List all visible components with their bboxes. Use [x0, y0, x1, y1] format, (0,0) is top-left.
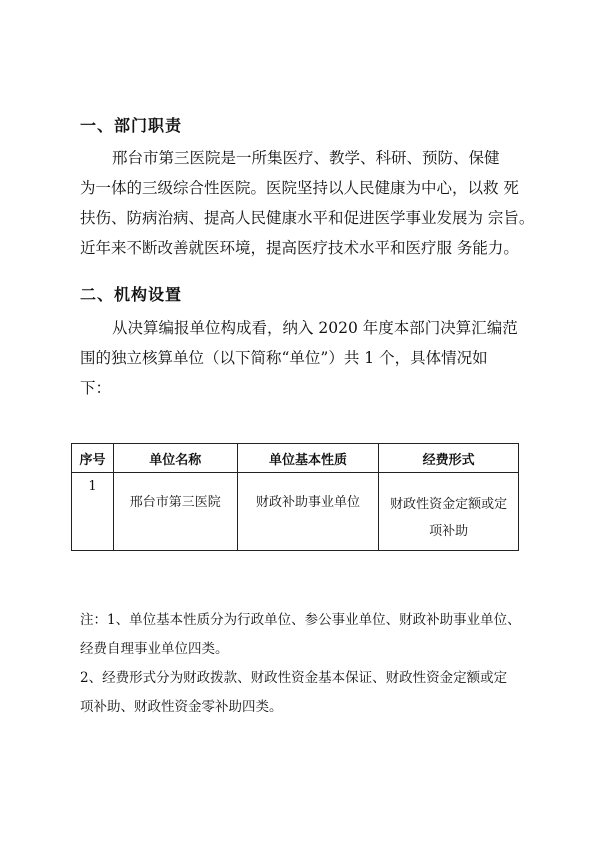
unit-table — [71, 443, 519, 551]
cell-unit-name: 邢台市第三医院 — [113, 473, 237, 551]
paragraph-line: 为一体的三级综合性医院。医院坚持以人民健康为中心，以救 死 — [80, 179, 519, 197]
note-line: 项补助、财政性资金零补助四类。 — [80, 699, 283, 715]
department-duties-paragraph — [80, 143, 535, 263]
cell-funding-form — [379, 473, 519, 551]
paragraph-line: 扶伤、防病治病、提高人民健康水平和促进医学事业发展为 宗旨。 — [80, 209, 535, 227]
header-funding-form: 经费形式 — [379, 444, 519, 473]
table-header-row — [72, 444, 519, 473]
note-line: 2、经费形式分为财政拨款、财政性资金基本保证、财政性资金定额或定 — [80, 670, 508, 686]
header-unit-name: 单位名称 — [113, 444, 237, 473]
note-line: 注：1、单位基本性质分为行政单位、参公事业单位、财政补助事业单位、 — [80, 612, 521, 628]
funding-line: 财政性资金定额或定 — [390, 497, 508, 512]
paragraph-line: 围的独立核算单位（以下简称“单位”）共 1 个，具体情况如 — [80, 349, 488, 367]
cell-unit-nature: 财政补助事业单位 — [237, 473, 379, 551]
paragraph-line: 下： — [80, 379, 112, 397]
section-heading-department-duties: 一、部门职责 — [80, 116, 183, 135]
header-index: 序号 — [72, 444, 114, 473]
paragraph-line: 从决算编报单位构成看，纳入 2020 年度本部门决算汇编范 — [112, 319, 518, 337]
funding-line: 项补助 — [429, 524, 469, 539]
organization-paragraph — [80, 313, 530, 403]
table-notes — [80, 606, 540, 722]
header-unit-nature: 单位基本性质 — [237, 444, 379, 473]
paragraph-line: 邢台市第三医院是一所集医疗、教学、科研、预防、保健 — [112, 149, 500, 167]
paragraph-line: 近年来不断改善就医环境，提高医疗技术水平和医疗服 务能力。 — [80, 239, 519, 257]
table-row — [72, 473, 519, 551]
section-heading-organization: 二、机构设置 — [80, 285, 183, 304]
cell-index: 1 — [72, 473, 114, 551]
note-line: 经费自理事业单位四类。 — [80, 641, 229, 657]
